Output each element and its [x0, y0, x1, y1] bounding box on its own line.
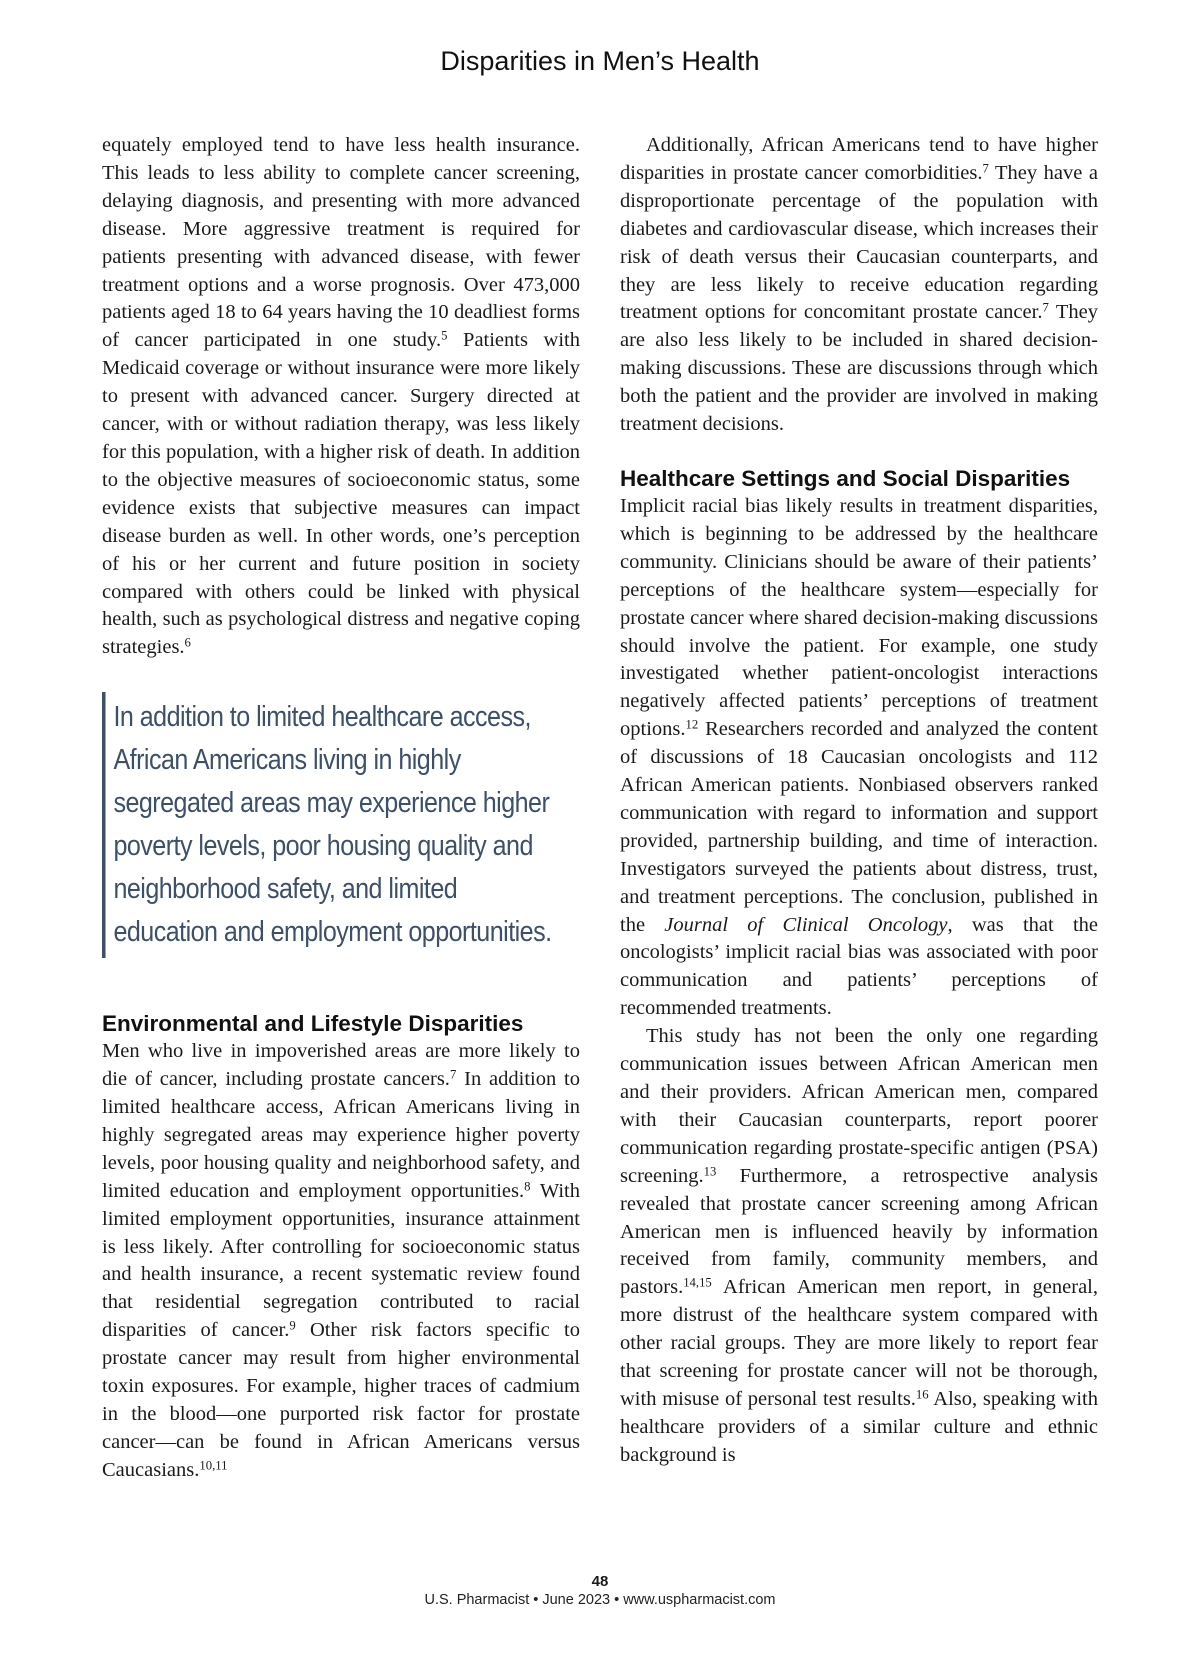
text-run: Furthermore, a retrospective analysis revealed that prostate cancer screening among African American men is influenced heavily by information received from family, community members, and pastors.: [620, 1164, 1098, 1299]
left-column: [102, 132, 580, 1485]
reference-superscript: 10,11: [199, 1458, 228, 1473]
text-run: , was that the oncologists’ implicit racial bias was associated with poor communication and patients’ perceptions of recommended treatments.: [620, 913, 1098, 1020]
text-run: Patients with Medicaid coverage or without insurance were more likely to present with advanced cancer. Surgery directed at cancer, with or without radiation therapy, was less likely for this population, with a higher risk of death. In addition to the objective measures of socioeconomic status, some evidence exists that subjective measures can impact disease burden as well. In other words, one’s perception of his or her current and future position in society compared with others could be linked with physical health, such as psychological distress and negative coping strategies.: [102, 329, 580, 659]
text-run: Also, speaking with healthcare providers of a similar culture and ethnic background is: [620, 1387, 1098, 1466]
text-run: This study has not been the only one regarding communication issues between African American men and their providers. African American men, compared with their Caucasian counterparts, report poorer communication regarding prostate-specific antigen (PSA) screening.: [620, 1025, 1098, 1187]
text-run: Researchers recorded and analyzed the content of discussions of 18 Caucasian oncologists and 112 African American patients. Nonbiased observers ranked communication with regard to information and support provided, partnership building, and time of interaction. Investigators surveyed the patients about distress, trust, and treatment perceptions. The conclusion, published in the: [620, 718, 1098, 936]
pull-quote-line: poverty levels, poor housing quality and: [113, 830, 533, 863]
pull-quote-line: In addition to limited healthcare access,: [113, 701, 531, 734]
reference-superscript: 16: [915, 1387, 929, 1402]
pull-quote: [102, 692, 593, 958]
reference-superscript: 6: [184, 635, 191, 650]
text-run: African American men report, in general, more distrust of the healthcare system compared with other racial groups. They are more likely to report fear that screening for prostate cancer will not be thorough, with misuse of personal test results.: [620, 1276, 1098, 1410]
reference-superscript: 7: [1042, 301, 1049, 316]
pull-quote-line: African Americans living in highly: [113, 744, 461, 777]
reference-superscript: 8: [524, 1179, 531, 1194]
body-paragraph: [102, 1038, 580, 1485]
text-run: They have a disproportionate percentage of the population with diabetes and cardiovascular disease, which increases their risk of death versus their Caucasian counterparts, and they are less likely to receive education regarding treatment options for concomitant prostate cancer.: [620, 161, 1098, 324]
text-run: equately employed tend to have less health insurance. This leads to less ability to complete cancer screening, delaying diagnosis, and presenting with more advanced disease. More aggressive treatment is required for patients presenting with advanced disease, with fewer treatment options and a worse prognosis. Over 473,000 patients aged 18 to 64 years having the 10 deadliest forms of cancer participated in one study.: [102, 134, 580, 352]
running-header-title: Disparities in Men’s Health: [440, 46, 760, 76]
text-run: They are also less likely to be included in shared decision-making discussions. These are discussions through which both the patient and the provider are involved in making treatment decisions.: [620, 301, 1098, 436]
body-paragraph: [620, 132, 1098, 439]
reference-superscript: 9: [289, 1318, 296, 1333]
text-run: Additionally, African Americans tend to have higher disparities in prostate cancer comorbidities.: [620, 134, 1098, 184]
body-paragraph: [620, 1023, 1098, 1470]
reference-superscript: 7: [449, 1067, 457, 1082]
pull-quote-line: education and employment opportunities.: [113, 916, 552, 949]
pull-quote-line: neighborhood safety, and limited: [113, 873, 458, 906]
reference-superscript: 14,15: [683, 1276, 712, 1290]
body-paragraph: [102, 132, 580, 662]
publication-footer: U.S. Pharmacist • June 2023 • www.uspharmacist.com: [424, 1592, 776, 1608]
reference-superscript: 12: [685, 717, 699, 732]
text-run: Implicit racial bias likely results in treatment disparities, which is beginning to be addressed by the healthcare community. Clinicians should be aware of their patients’ perceptions of the healthcare system—especially for prostate cancer where shared decision-making discussions should involve the patient. For example, one study investigated whether patient-oncologist interactions negatively affected patients’ perceptions of treatment options.: [620, 494, 1098, 741]
section-heading: Healthcare Settings and Social Disparities: [620, 465, 1071, 491]
section-heading: Environmental and Lifestyle Disparities: [102, 1011, 524, 1037]
pull-quote-line: segregated areas may experience higher: [113, 787, 550, 820]
text-run: With limited employment opportunities, insurance attainment is less likely. After controlling for socioeconomic status and health insurance, a recent systematic review found that residential segregation contributed to racial disparities of cancer.: [102, 1179, 580, 1342]
body-paragraph: [620, 493, 1098, 1023]
text-run: In addition to limited healthcare access, African Americans living in highly segregated areas may experience higher poverty levels, poor housing quality and neighborhood safety, and limited education and employment opportunities.: [102, 1068, 580, 1202]
journal-title: Journal of Clinical Oncology: [664, 913, 948, 936]
text-run: Men who live in impoverished areas are more likely to die of cancer, including prostate cancers.: [102, 1040, 580, 1091]
text-run: Other risk factors specific to prostate cancer may result from higher environmental toxin exposures. For example, higher traces of cadmium in the blood—one purported risk factor for prostate cancer—can be found in African Americans versus Caucasians.: [102, 1319, 580, 1481]
reference-superscript: 5: [441, 329, 448, 343]
reference-superscript: 13: [703, 1164, 717, 1179]
right-column: [620, 132, 1098, 1470]
reference-superscript: 7: [982, 161, 989, 176]
page-number: 48: [591, 1573, 609, 1590]
